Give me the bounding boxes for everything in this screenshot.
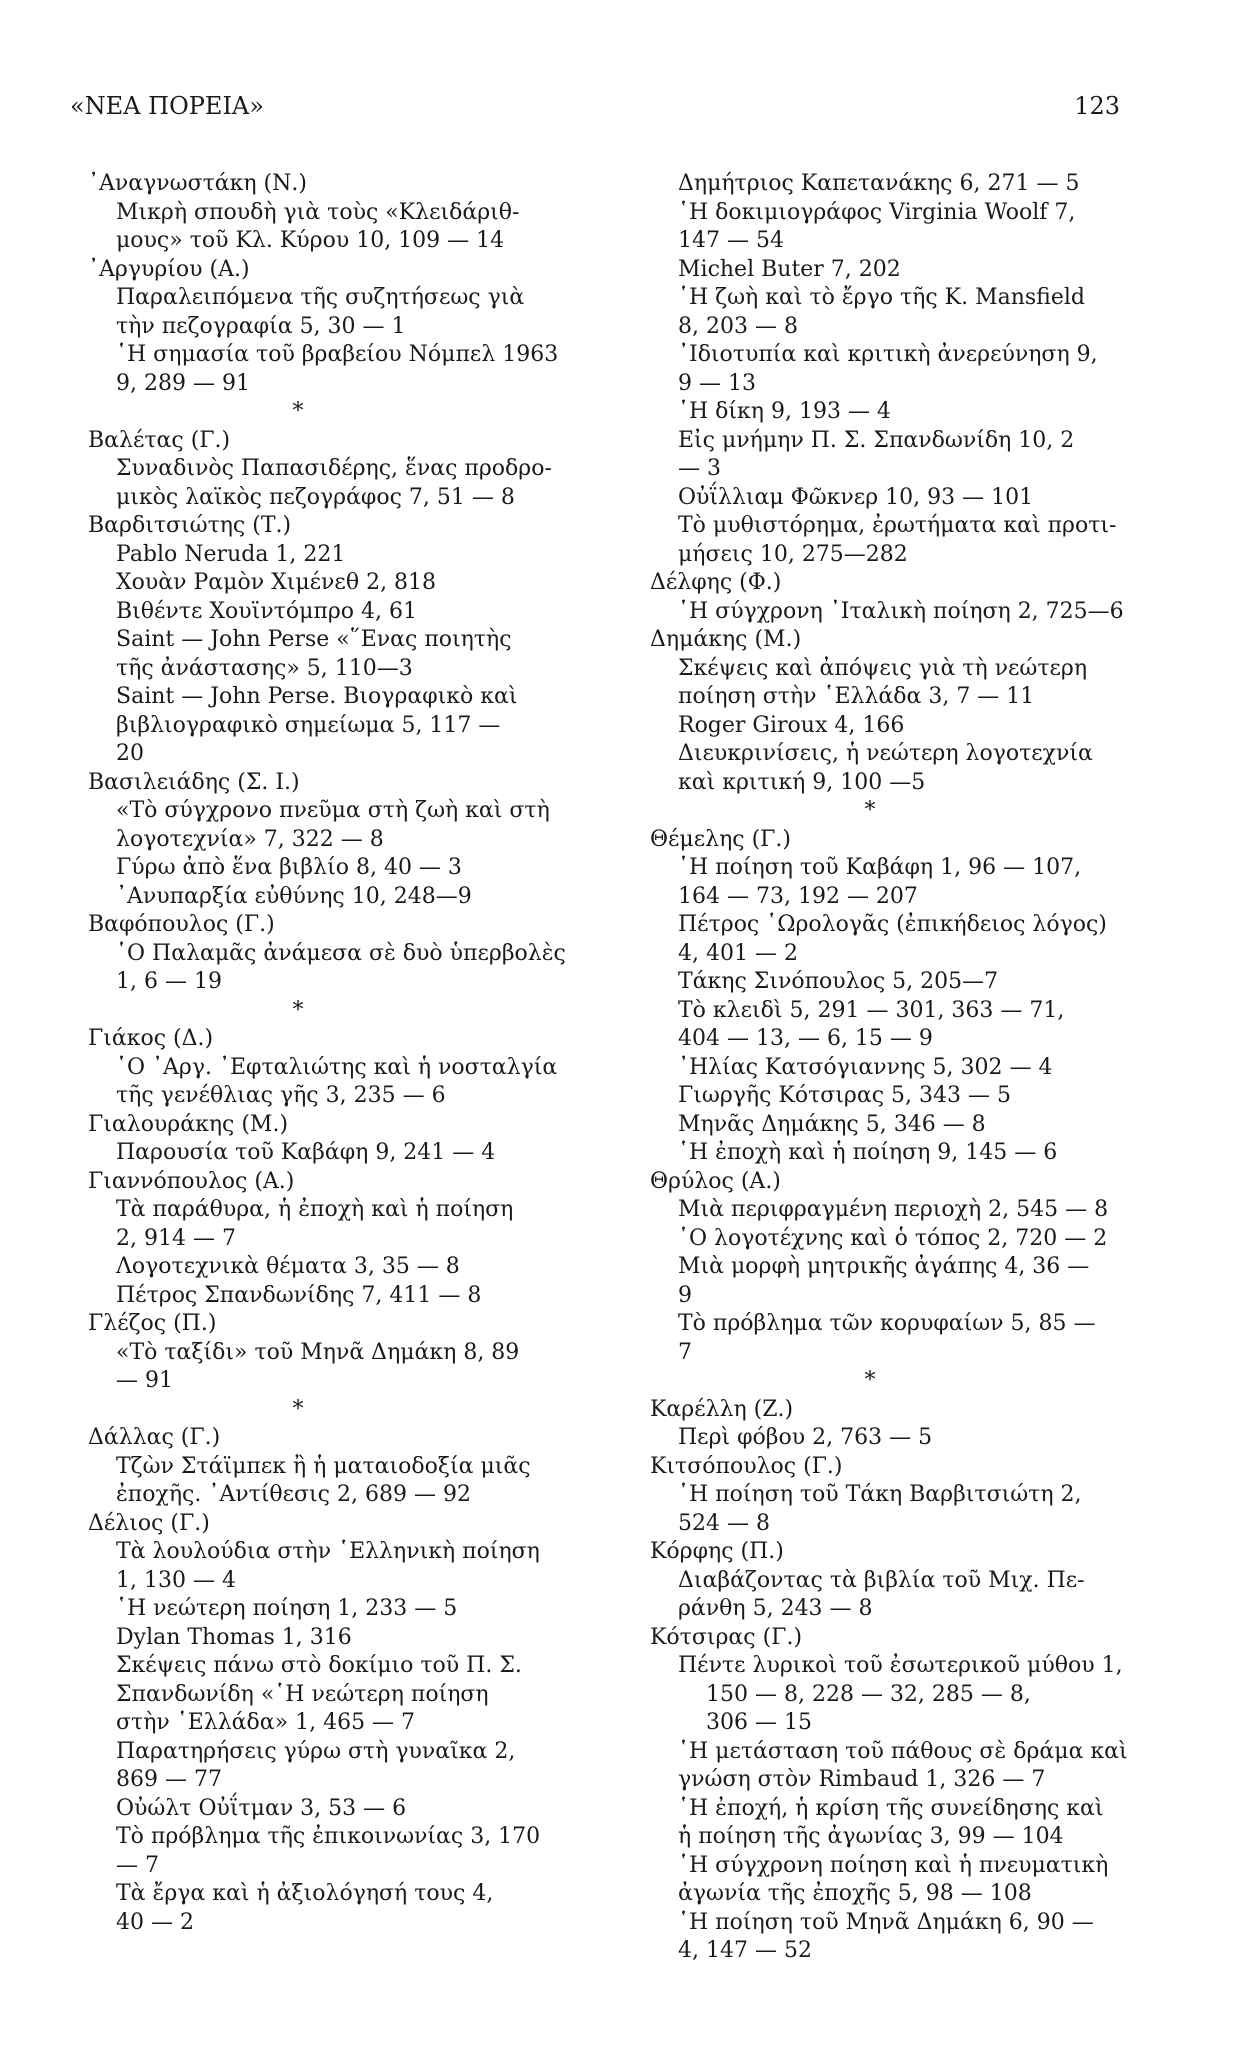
index-entry: βιβλιογραφικὸ σημείωμα 5, 117 — (116, 712, 501, 738)
index-entry: 2, 914 — 7 (116, 1225, 236, 1251)
index-entry: Βιθέντε Χουϊντόμπρο 4, 61 (116, 598, 417, 624)
index-entry: Χουὰν Ραμὸν Χιμένεθ 2, 818 (116, 570, 437, 595)
index-column-left (88, 170, 588, 1937)
author-heading: ᾿Αναγνωστάκη (Ν.) (88, 171, 307, 196)
author-heading: Κόρφης (Π.) (650, 1539, 784, 1564)
index-entry: Τζὼν Στάϊμπεκ ἢ ἡ ματαιοδοξία μιᾶς (116, 1453, 531, 1479)
index-entry: στὴν ῾Ελλάδα» 1, 465 — 7 (116, 1710, 416, 1735)
index-entry: ῾Ο λογοτέχνης καὶ ὁ τόπος 2, 720 — 2 (678, 1225, 1108, 1251)
index-entry: — 7 (116, 1852, 159, 1878)
index-entry: 4, 401 — 2 (678, 940, 798, 966)
section-separator: * (292, 1396, 304, 1422)
index-entry: Τὸ πρόβλημα τῶν κορυφαίων 5, 85 — (678, 1311, 1096, 1336)
index-entry: 9 — 13 (678, 370, 756, 396)
index-entry: Λογοτεχνικὰ θέματα 3, 35 — 8 (116, 1254, 460, 1279)
index-entry: ῾Η σύγχρονη ποίηση καὶ ἡ πνευματικὴ (678, 1852, 1109, 1878)
index-entry: Σκέψεις πάνω στὸ δοκίμιο τοῦ Π. Σ. (116, 1653, 522, 1678)
author-heading: Γιάκος (Δ.) (88, 1026, 214, 1051)
index-entry: μους» τοῦ Κλ. Κύρου 10, 109 — 14 (116, 228, 505, 253)
index-entry: Συναδινὸς Παπασιδέρης, ἕνας προδρο- (116, 456, 552, 481)
index-entry: 20 (116, 741, 144, 766)
index-entry: Μιὰ περιφραγμένη περιοχὴ 2, 545 — 8 (678, 1197, 1109, 1222)
author-heading: Δέλφης (Φ.) (650, 570, 782, 595)
index-entry: ᾿Ηλίας Κατσόγιαννης 5, 302 — 4 (678, 1054, 1053, 1080)
index-entry: ποίηση στὴν ῾Ελλάδα 3, 7 — 11 (678, 684, 1035, 709)
index-entry: Τὰ παράθυρα, ἡ ἐποχὴ καὶ ἡ ποίηση (116, 1197, 514, 1222)
index-entry: Τὸ κλειδὶ 5, 291 — 301, 363 — 71, (678, 997, 1065, 1023)
index-entry: Τὰ ἔργα καὶ ἡ ἀξιολόγησή τους 4, (116, 1881, 494, 1906)
index-entry: 869 — 77 (116, 1767, 222, 1792)
index-entry: γνώση στὸν Rimbaud 1, 326 — 7 (678, 1767, 1046, 1792)
index-entry: ἀγωνία τῆς ἐποχῆς 5, 98 — 108 (678, 1881, 1032, 1906)
author-heading: Δημάκης (Μ.) (650, 627, 802, 652)
index-entry: 1, 130 — 4 (116, 1567, 236, 1593)
page-number: 123 (1074, 92, 1120, 120)
index-entry: Δημήτριος Καπετανάκης 6, 271 — 5 (678, 171, 1080, 196)
author-heading: Βασιλειάδης (Σ. Ι.) (88, 769, 300, 795)
author-heading: Δέλιος (Γ.) (88, 1510, 210, 1536)
index-entry: Οὐΐλλιαμ Φῶκνερ 10, 93 — 101 (678, 484, 1034, 510)
index-entry: Οὐώλτ Οὐΐτμαν 3, 53 — 6 (116, 1795, 407, 1821)
index-entry: ῾Η δίκη 9, 193 — 4 (678, 399, 891, 424)
index-entry: Παρατηρήσεις γύρω στὴ γυναῖκα 2, (116, 1738, 516, 1764)
index-entry: ῾Η ποίηση τοῦ Τάκη Βαρβιτσιώτη 2, (678, 1482, 1082, 1507)
index-entry: ῾Η ἐποχή, ἡ κρίση τῆς συνείδησης καὶ (678, 1795, 1104, 1821)
index-entry: Πέτρος Σπανδωνίδης 7, 411 — 8 (116, 1282, 482, 1308)
index-entry: Τὰ λουλούδια στὴν ῾Ελληνικὴ ποίηση (116, 1539, 540, 1564)
index-entry: 147 — 54 (678, 228, 784, 253)
index-entry: ᾿Ανυπαρξία εὐθύνης 10, 248—9 (116, 883, 472, 909)
index-entry: Διαβάζοντας τὰ βιβλία τοῦ Μιχ. Πε- (678, 1567, 1085, 1593)
index-entry: ῾Ο ᾿Αργ. ᾿Εφταλιώτης καὶ ἡ νοσταλγία (116, 1054, 558, 1080)
index-entry: «Τὸ σύγχρονο πνεῦμα στὴ ζωὴ καὶ στὴ (116, 798, 550, 823)
index-entry: 150 — 8, 228 — 32, 285 — 8, (706, 1681, 1031, 1707)
index-entry: Εἰς μνήμην Π. Σ. Σπανδωνίδη 10, 2 (678, 427, 1075, 453)
index-entry: 164 — 73, 192 — 207 (678, 883, 918, 909)
index-entry: 7 (678, 1339, 692, 1365)
index-entry: Παραλειπόμενα τῆς συζητήσεως γιὰ (116, 285, 525, 310)
index-entry: ῾Η νεώτερη ποίηση 1, 233 — 5 (116, 1596, 458, 1621)
index-entry: ῾Η ποίηση τοῦ Μηνᾶ Δημάκη 6, 90 — (678, 1909, 1094, 1935)
author-heading: Θρύλος (Α.) (650, 1168, 781, 1194)
index-entry: Παρουσία τοῦ Καβάφη 9, 241 — 4 (116, 1140, 496, 1165)
index-entry: Περὶ φόβου 2, 763 — 5 (678, 1425, 933, 1450)
author-heading: Κότσιρας (Γ.) (650, 1624, 803, 1650)
author-heading: Βαλέτας (Γ.) (88, 427, 231, 453)
index-entry: Διευκρινίσεις, ἡ νεώτερη λογοτεχνία (678, 741, 1093, 766)
author-heading: Δάλλας (Γ.) (88, 1425, 221, 1450)
author-heading: Θέμελης (Γ.) (650, 826, 791, 852)
index-entry: τῆς ἀνάστασης» 5, 110—3 (116, 655, 413, 681)
journal-title: «ΝΕΑ ΠΟΡΕΙΑ» (70, 92, 264, 120)
index-entry: ἡ ποίηση τῆς ἀγωνίας 3, 99 — 104 (678, 1824, 1064, 1849)
index-entry: Γιωργῆς Κότσιρας 5, 343 — 5 (678, 1083, 1011, 1108)
index-entry: μήσεις 10, 275—282 (678, 541, 908, 567)
author-heading: Κιτσόπουλος (Γ.) (650, 1453, 843, 1479)
index-entry: Τὸ μυθιστόρημα, ἐρωτήματα καὶ προτι- (678, 513, 1117, 538)
index-entry: — 91 (116, 1368, 173, 1393)
index-entry: 40 — 2 (116, 1909, 194, 1935)
index-entry: ῾Ο Παλαμᾶς ἀνάμεσα σὲ δυὸ ὑπερβολὲς (116, 940, 566, 966)
index-entry: Dylan Thomas 1, 316 (116, 1624, 352, 1650)
index-entry: τῆς γενέθλιας γῆς 3, 235 — 6 (116, 1083, 446, 1108)
index-entry: Michel Buter 7, 202 (678, 256, 901, 282)
index-entry: 9, 289 — 91 (116, 370, 250, 396)
index-entry: μικὸς λαϊκὸς πεζογράφος 7, 51 — 8 (116, 484, 515, 510)
index-entry: ράνθη 5, 243 — 8 (678, 1596, 873, 1621)
index-entry: Τὸ πρόβλημα τῆς ἐπικοινωνίας 3, 170 (116, 1824, 541, 1849)
section-separator: * (864, 798, 876, 823)
index-entry: Μικρὴ σπουδὴ γιὰ τοὺς «Κλειδάριθ- (116, 199, 520, 225)
index-entry: Μιὰ μορφὴ μητρικῆς ἀγάπης 4, 36 — (678, 1254, 1090, 1279)
index-entry: Saint — John Perse «῞Ενας ποιητὴς (116, 627, 512, 652)
index-entry: — 3 (678, 456, 721, 481)
index-entry: λογοτεχνία» 7, 322 — 8 (116, 826, 384, 852)
index-entry: Μηνᾶς Δημάκης 5, 346 — 8 (678, 1111, 986, 1137)
index-entry: ᾿Ιδιοτυπία καὶ κριτικὴ ἀνερεύνηση 9, (678, 342, 1098, 367)
index-entry: ῾Η μετάσταση τοῦ πάθους σὲ δράμα καὶ (678, 1738, 1128, 1764)
index-entry: ἐποχῆς. ᾿Αντίθεσις 2, 689 — 92 (116, 1482, 471, 1507)
index-entry: 1, 6 — 19 (116, 969, 222, 994)
index-entry: 9 (678, 1282, 692, 1308)
index-entry: Πέτρος ῾Ωρολογᾶς (ἐπικήδειος λόγος) (678, 912, 1107, 937)
index-entry: Saint — John Perse. Βιογραφικὸ καὶ (116, 684, 518, 709)
section-separator: * (292, 399, 304, 424)
author-heading: Βαφόπουλος (Γ.) (88, 912, 275, 937)
index-entry: Σπανδωνίδη «῾Η νεώτερη ποίηση (116, 1681, 489, 1707)
index-entry: Pablo Neruda 1, 221 (116, 541, 346, 567)
index-entry: καὶ κριτική 9, 100 —5 (678, 769, 926, 795)
index-entry: τὴν πεζογραφία 5, 30 — 1 (116, 313, 406, 339)
index-entry: 4, 147 — 52 (678, 1938, 812, 1963)
index-entry: ῾Η ἐποχὴ καὶ ἡ ποίηση 9, 145 — 6 (678, 1140, 1058, 1165)
index-entry: Γύρω ἀπὸ ἕνα βιβλίο 8, 40 — 3 (116, 855, 462, 880)
index-entry: 404 — 13, — 6, 15 — 9 (678, 1026, 933, 1051)
author-heading: Καρέλλη (Ζ.) (650, 1396, 794, 1422)
section-separator: * (292, 997, 304, 1023)
author-heading: Γιαννόπουλος (Α.) (88, 1168, 295, 1194)
index-entry: 8, 203 — 8 (678, 313, 798, 339)
index-entry: ῾Η ζωὴ καὶ τὸ ἔργο τῆς Κ. Mansfield (678, 285, 1085, 310)
index-entry: 306 — 15 (706, 1710, 812, 1735)
section-separator: * (864, 1368, 876, 1393)
index-entry: Σκέψεις καὶ ἀπόψεις γιὰ τὴ νεώτερη (678, 655, 1088, 681)
author-heading: Γλέζος (Π.) (88, 1311, 217, 1336)
author-heading: Βαρδιτσιώτης (Τ.) (88, 513, 292, 538)
index-entry: Πέντε λυρικοὶ τοῦ ἐσωτερικοῦ μύθου 1, (678, 1653, 1123, 1678)
index-entry: ῾Η σημασία τοῦ βραβείου Νόμπελ 1963 (116, 342, 559, 367)
index-entry: 524 — 8 (678, 1510, 770, 1536)
author-heading: ᾿Αργυρίου (Α.) (88, 256, 250, 282)
index-entry: Τάκης Σινόπουλος 5, 205—7 (678, 969, 999, 994)
index-entry: ῾Η δοκιμιογράφος Virginia Woolf 7, (678, 199, 1076, 225)
index-entry: ῾Η ποίηση τοῦ Καβάφη 1, 96 — 107, (678, 855, 1082, 880)
index-entry: Roger Giroux 4, 166 (678, 712, 905, 738)
index-entry: ῾Η σύγχρονη ᾿Ιταλικὴ ποίηση 2, 725—6 (678, 598, 1124, 624)
author-heading: Γιαλουράκης (Μ.) (88, 1111, 289, 1137)
index-column-right (650, 170, 1170, 1966)
index-entry: «Τὸ ταξίδι» τοῦ Μηνᾶ Δημάκη 8, 89 (116, 1339, 520, 1365)
